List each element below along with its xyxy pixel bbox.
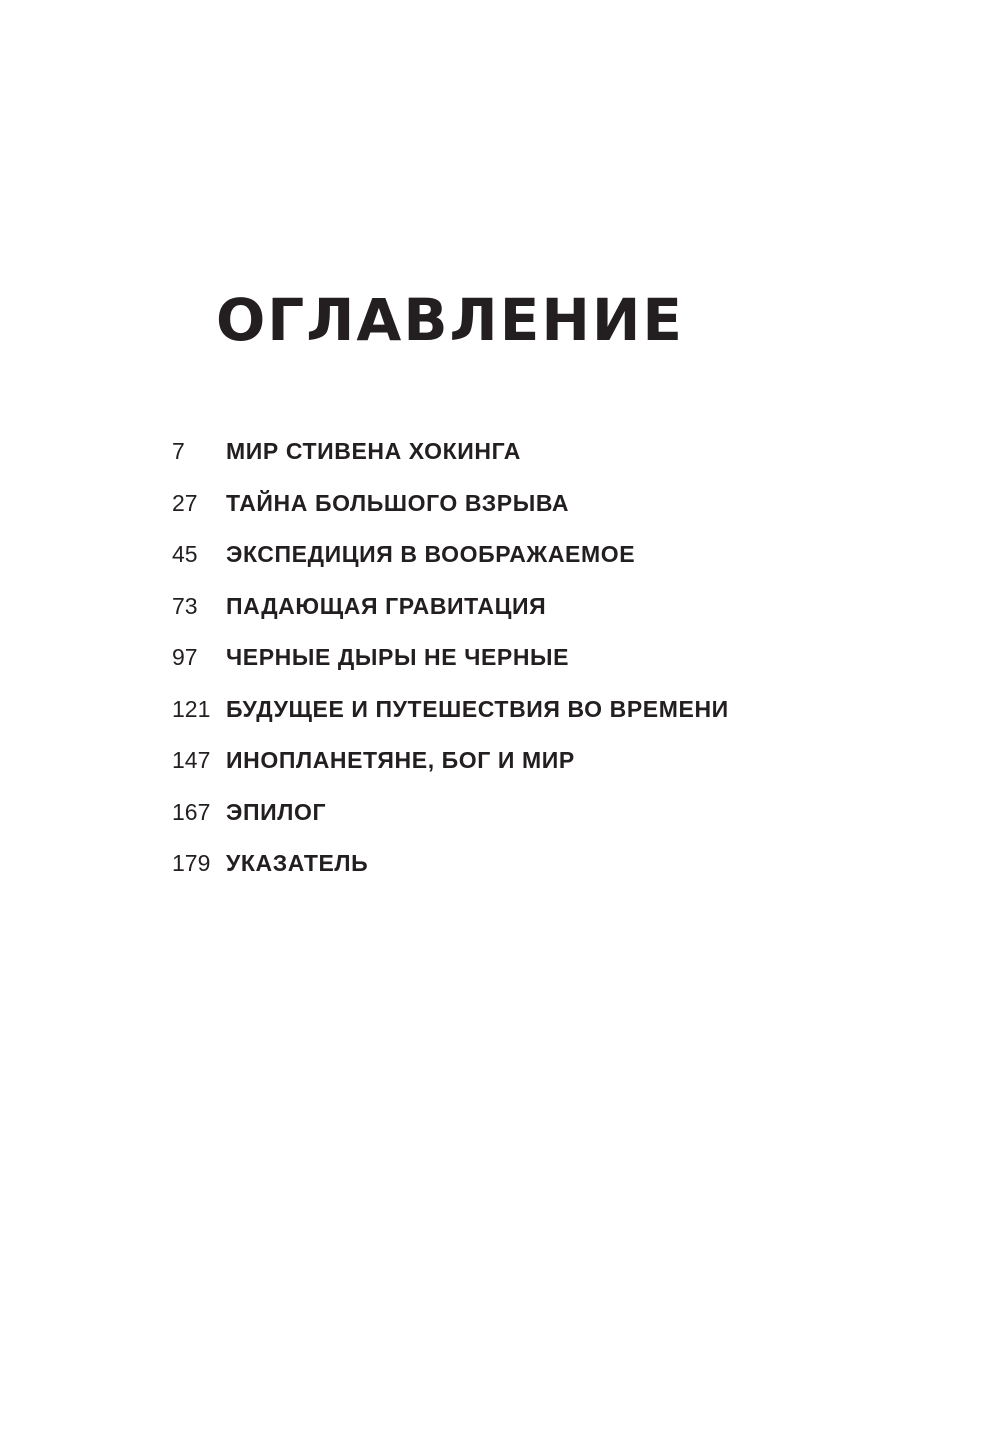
page-title: ОГЛАВЛЕНИЕ bbox=[216, 286, 685, 354]
table-of-contents bbox=[172, 426, 792, 890]
toc-chapter-title: ЧЕРНЫЕ ДЫРЫ НЕ ЧЕРНЫЕ bbox=[226, 644, 570, 671]
toc-entry[interactable] bbox=[172, 632, 792, 684]
toc-entry[interactable] bbox=[172, 787, 792, 839]
toc-chapter-title: ПАДАЮЩАЯ ГРАВИТАЦИЯ bbox=[226, 592, 547, 619]
toc-entry[interactable] bbox=[172, 529, 792, 581]
toc-page-number: 7 bbox=[172, 438, 185, 465]
toc-page-number: 45 bbox=[172, 541, 198, 568]
toc-page-number: 121 bbox=[172, 695, 211, 722]
toc-page-number: 97 bbox=[172, 644, 198, 671]
toc-entry[interactable] bbox=[172, 426, 792, 478]
toc-chapter-title: УКАЗАТЕЛЬ bbox=[226, 850, 369, 877]
toc-page-number: 147 bbox=[172, 747, 211, 774]
toc-chapter-title: БУДУЩЕЕ И ПУТЕШЕСТВИЯ ВО ВРЕМЕНИ bbox=[226, 695, 729, 722]
toc-chapter-title: ИНОПЛАНЕТЯНЕ, БОГ И МИР bbox=[226, 747, 575, 774]
toc-chapter-title: МИР СТИВЕНА ХОКИНГА bbox=[226, 438, 522, 465]
toc-entry[interactable] bbox=[172, 478, 792, 530]
toc-page-number: 27 bbox=[172, 489, 198, 516]
toc-entry[interactable] bbox=[172, 838, 792, 890]
toc-entry[interactable] bbox=[172, 735, 792, 787]
toc-chapter-title: ЭПИЛОГ bbox=[226, 798, 327, 825]
toc-entry[interactable] bbox=[172, 581, 792, 633]
toc-chapter-title: ТАЙНА БОЛЬШОГО ВЗРЫВА bbox=[226, 489, 570, 516]
toc-chapter-title: ЭКСПЕДИЦИЯ В ВООБРАЖАЕМОЕ bbox=[226, 541, 636, 568]
toc-entry[interactable] bbox=[172, 684, 792, 736]
toc-page-number: 167 bbox=[172, 798, 211, 825]
toc-page-number: 73 bbox=[172, 592, 198, 619]
toc-page-number: 179 bbox=[172, 850, 211, 877]
